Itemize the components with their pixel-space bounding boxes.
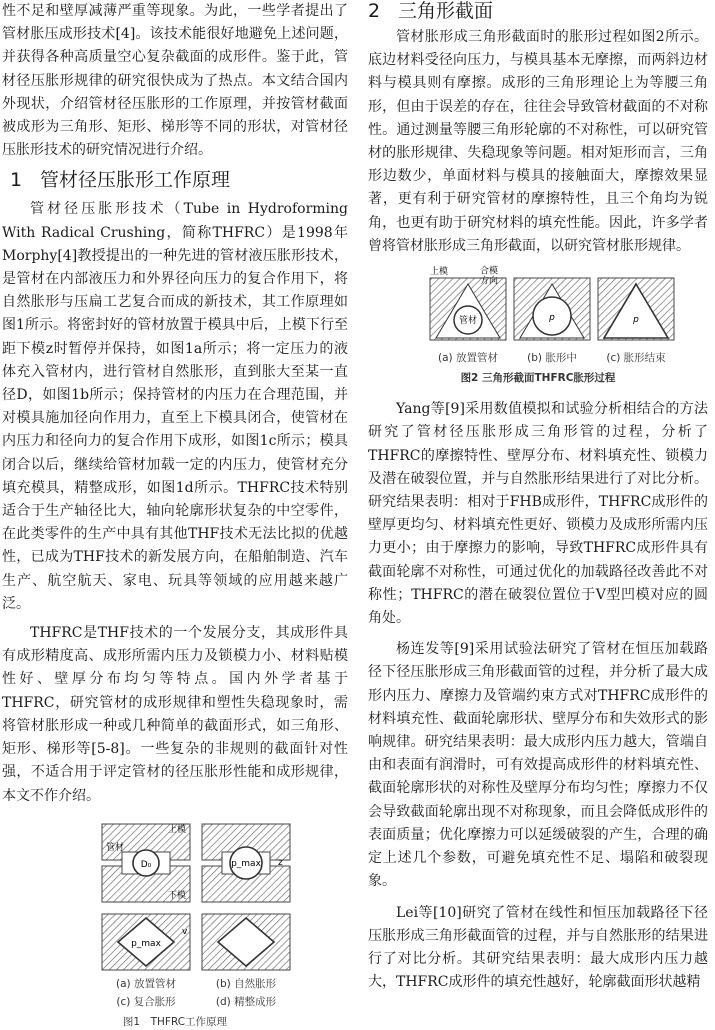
section-2-heading bbox=[368, 0, 708, 26]
figure-2-label-close: 合模 bbox=[480, 266, 499, 277]
section-1-paragraph-1: 管材径压胀形技术（Tube in Hydroforming With Radical Crushing，简称THFRC）是1998年Morphy[4]教授提出的一种先进的管材液压胀形技术，是管材在内部液压力和外界径向压力的复合作用下，将自然胀形与压扁工艺复合而成的新技术，其工作原理如图1所示。将密封好的管材放置于模具中后，上模下行至距下模z时暂停并保持，如图1a所示；将一定压力的液体充入管材内，进行管材自然胀形，直到胀大至某一直径D，如图1b所示；保持管材的内压力在合理范围，并对模具施加径向作用力，直至上下模具闭合，使管材在内压力和径向力的复合作用下成形，如图1c所示；模具闭合以后，继续给管材加载一定的内压力，使管材充分填充模具，精整成形，如图1d所示。THFRC技术特别适合于生产轴径比大，轴向轮廓形状复杂的中空零件，在此类零件的生产中具有其他THF技术无法比拟的优越性，已成为THF技术的新发展方向，在船舶制造、汽车生产、航空航天、家电、玩具等领域的应用越来越广泛。 bbox=[2, 201, 348, 612]
section-2-paragraph-3: 杨连发等[9]采用试验法研究了管材在恒压加载路径下径压胀形成三角形截面管的过程，并分析了最大成形内压力、摩擦力及管端约束方式对THFRC成形件的材料填充性、截面轮廓形状、壁厚分布和失效形式的影响规律。研究结果表明：最大成形内压力越大，管端自由和表面有润滑时，可有效提高成形件的材料填充性、截面轮廓形状的对称性及壁厚分布均匀性；摩擦力不仅会导致截面轮廓出现不对称现象，而且会降低成形件的表面质量；优化摩擦力可以延缓破裂的产生，合理的确定上述几个参数，可避免填充性不足、塌陷和破裂现象。 bbox=[368, 641, 708, 890]
figure-2-label-p-b: p bbox=[549, 313, 555, 324]
figure-2-label-upper-die: 上模 bbox=[430, 267, 449, 278]
figure-2b-caption: (b) 胀形中 bbox=[527, 352, 577, 365]
figure-2a-caption: (a) 放置管材 bbox=[438, 352, 498, 365]
figure-1-label-v: v bbox=[182, 926, 188, 937]
figure-2c-caption: (c) 胀形结束 bbox=[606, 352, 666, 365]
figure-2c-panel bbox=[598, 278, 674, 340]
figure-1-label-pmax-b: p_max bbox=[231, 858, 261, 869]
figure-1b-panel bbox=[202, 824, 290, 902]
section-1-title: 管材径压胀形工作原理 bbox=[40, 169, 231, 192]
figure-2a-panel bbox=[430, 265, 506, 340]
figure-1 bbox=[2, 822, 348, 1030]
section-2-title: 三角形截面 bbox=[398, 0, 494, 22]
section-1-heading bbox=[10, 165, 348, 195]
right-column bbox=[368, 0, 708, 994]
figure-1-label-tube: 管材 bbox=[106, 842, 125, 853]
figure-1a-caption: (a) 放置管材 bbox=[116, 977, 176, 990]
figure-1c-caption: (c) 复合胀形 bbox=[116, 995, 176, 1008]
intro-paragraph: 性不足和壁厚减薄严重等现象。为此，一些学者提出了管材胀压成形技术[4]。该技术能很好地避免上述问题，并获得各种高质量空心复杂截面的成形件。鉴于此，管材径压胀形规律的研究很快成为了热点。本文结合国内外现状，介绍管材径压胀形的工作原理，并按管材截面被成形为三角形、矩形、梯形等不同的形状，对管材径压胀形技术的研究情况进行介绍。 bbox=[2, 3, 348, 159]
figure-1-caption: 图1 THFRC工作原理 bbox=[122, 1015, 228, 1028]
figure-1-label-d0: D₀ bbox=[140, 859, 152, 870]
section-2-paragraph-4: Lei等[10]研究了管材在线性和恒压加载路径下径压胀形成三角形截面管的过程，并与自然胀形的结果进行了对比分析。其研究结果表明：最大成形内压力越大，THFRC成形件的填充性越好，轮廓截面形状越精 bbox=[368, 904, 708, 991]
figure-1-label-lower-die: 下模 bbox=[168, 890, 187, 901]
left-column bbox=[2, 0, 348, 1030]
figure-2-diagram bbox=[368, 264, 708, 356]
figure-2-caption: 图2 三角形截面THFRC胀形过程 bbox=[460, 372, 616, 385]
section-2-paragraph-2: Yang等[9]采用数值模拟和试验分析相结合的方法研究了管材径压胀形成三角形管的过程，分析了THFRC的摩擦特性、壁厚分布、材料填充性、锁模力及潜在破裂位置，并与自然胀形结果进行了对比分析。研究结果表明：相对于FHB成形件，THFRC成形件的壁厚更均匀、材料填充性更好、锁模力及成形所需内压力更小；由于摩擦力的影响，导致THFRC成形件具有截面轮廓不对称性，可通过优化的加载路径改善此不对称性；THFRC的潜在破裂位置位于V型凹模对应的圆角处。 bbox=[368, 401, 708, 627]
figure-2-label-p-c: p bbox=[633, 315, 639, 326]
section-2-number: 2 bbox=[368, 0, 381, 22]
figure-1-diagram bbox=[2, 822, 348, 972]
figure-2b-panel bbox=[514, 278, 590, 340]
figure-2-label-direction: 方向 bbox=[480, 276, 499, 287]
figure-1d-caption: (d) 精整成形 bbox=[215, 995, 277, 1008]
section-1-number: 1 bbox=[10, 169, 23, 192]
figure-1-label-pmax-c: p_max bbox=[131, 938, 161, 949]
figure-1a-panel bbox=[102, 823, 190, 902]
figure-1d-panel bbox=[202, 914, 290, 970]
figure-1-label-upper-die: 上模 bbox=[168, 824, 187, 835]
figure-2-label-tube: 管材 bbox=[458, 316, 478, 327]
figure-2 bbox=[368, 264, 708, 398]
figure-1b-caption: (b) 自然胀形 bbox=[215, 977, 277, 990]
section-1-paragraph-2: THFRC是THF技术的一个发展分支，其成形件具有成形精度高、成形所需内压力及锁模力小、材料贴模性好、壁厚分布均匀等特点。国内外学者基于THFRC，研究管材的成形规律和塑性失稳现象时，需将管材胀形成一种或几种简单的截面形式，如三角形、矩形、梯形等[5-8]。一些复杂的非规则的截面针对性强，不适合用于评定管材的径压胀形性能和成形规律，本文不作介绍。 bbox=[2, 625, 348, 804]
figure-1-label-z: z bbox=[278, 857, 283, 868]
section-2-paragraph-1: 管材胀形成三角形截面时的胀形过程如图2所示。底边材料受径向压力，与模具基本无摩擦，而两斜边材料与模具则有摩擦。成形的三角形理论上为等腰三角形，但由于误差的存在，往往会导致管材截面的不对称性。通过测量等腰三角形轮廓的不对称性，可以研究管材的胀形规律、失稳现象等问题。相对矩形而言，三角形边数少，单面材料与模具的接触面大，摩擦效果显著，更有利于研究管材的摩擦特性，且三个角均为锐角，也更有助于研究材料的填充性能。因此，许多学者曾将管材胀形成三角形截面，以研究管材胀形规律。 bbox=[368, 29, 708, 254]
figure-1c-panel bbox=[102, 914, 190, 970]
